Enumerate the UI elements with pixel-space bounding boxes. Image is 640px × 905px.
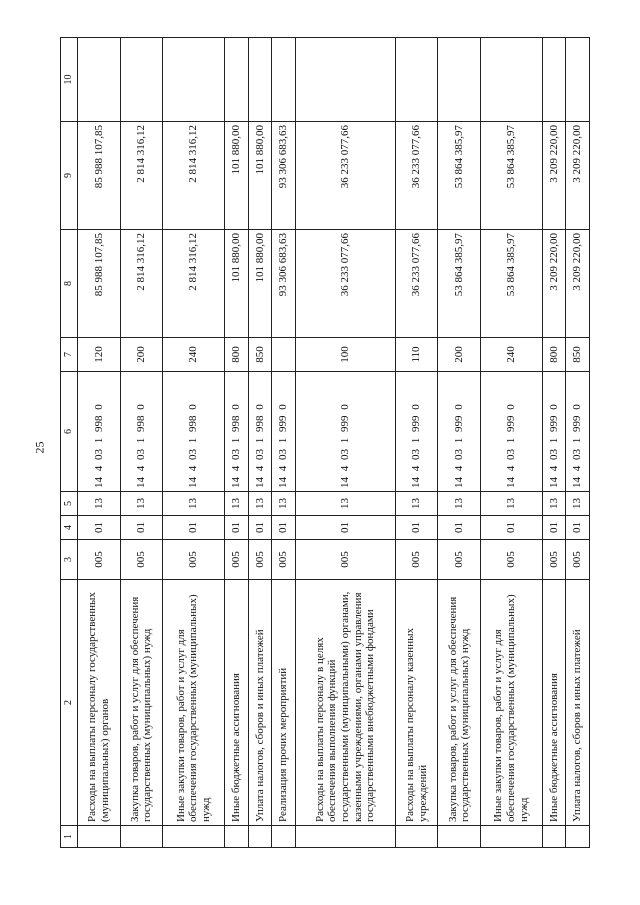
cell-admin-code: 005 [163,540,225,580]
cell-section: 01 [566,516,590,540]
cell-amount-approved: 36 233 077,66 [295,230,395,338]
cell-amount-executed: 53 864 385,97 [438,122,481,230]
header-row [61,38,78,848]
cell-amount-executed: 36 233 077,66 [295,122,395,230]
cell-name: Закупка товаров, работ и услуг для обеспечения государственных (муниципальных) нужд [438,580,481,826]
cell-expense-type: 200 [438,338,481,372]
cell-amount-executed: 2 814 316,12 [163,122,225,230]
cell-name: Иные закупки товаров, работ и услуг для обеспечения государственных (муниципальных) нужд [163,580,225,826]
cell-col-1 [120,826,163,848]
cell-expense-type: 800 [542,338,566,372]
header-col-3: 3 [61,540,78,580]
cell-col-1 [163,826,225,848]
cell-amount-executed: 53 864 385,97 [481,122,543,230]
cell-col-10 [542,38,566,122]
cell-name: Расходы на выплаты персоналу казенных учреждений [395,580,438,826]
cell-target-article: 14 4 03 1 999 0 [395,372,438,492]
cell-col-1 [566,826,590,848]
cell-target-article: 14 4 03 1 998 0 [248,372,272,492]
cell-subsection: 13 [395,492,438,516]
cell-target-article: 14 4 03 1 998 0 [120,372,163,492]
cell-admin-code: 005 [566,540,590,580]
cell-admin-code: 005 [481,540,543,580]
budget-table [60,37,590,848]
table-row [248,38,272,848]
cell-target-article: 14 4 03 1 999 0 [438,372,481,492]
cell-expense-type: 800 [225,338,249,372]
cell-col-10 [295,38,395,122]
cell-amount-executed: 3 209 220,00 [542,122,566,230]
cell-col-10 [438,38,481,122]
cell-name: Расходы на выплаты персоналу государственных (муниципальных) органов [78,580,121,826]
cell-section: 01 [481,516,543,540]
cell-amount-approved: 36 233 077,66 [395,230,438,338]
cell-target-article: 14 4 03 1 999 0 [566,372,590,492]
cell-col-10 [395,38,438,122]
cell-expense-type: 850 [248,338,272,372]
cell-col-10 [78,38,121,122]
cell-col-1 [438,826,481,848]
cell-amount-approved: 101 880,00 [225,230,249,338]
header-col-1: 1 [61,826,78,848]
cell-amount-executed: 3 209 220,00 [566,122,590,230]
cell-admin-code: 005 [438,540,481,580]
cell-expense-type: 240 [163,338,225,372]
cell-amount-approved: 3 209 220,00 [542,230,566,338]
cell-col-1 [272,826,296,848]
cell-name: Расходы на выплаты персоналу в целях обеспечения выполнения функций государственными (муниципальными) органами, казенными учреждениями, органами управления государственными внебюджетными фондами [295,580,395,826]
cell-target-article: 14 4 03 1 998 0 [163,372,225,492]
cell-admin-code: 005 [295,540,395,580]
cell-amount-executed: 93 306 683,63 [272,122,296,230]
cell-col-10 [566,38,590,122]
cell-target-article: 14 4 03 1 998 0 [225,372,249,492]
cell-amount-executed: 101 880,00 [225,122,249,230]
table-row [566,38,590,848]
header-col-5: 5 [61,492,78,516]
cell-col-10 [163,38,225,122]
table-row [438,38,481,848]
cell-target-article: 14 4 03 1 998 0 [78,372,121,492]
budget-table-region [60,38,590,848]
cell-name: Иные закупки товаров, работ и услуг для обеспечения государственных (муниципальных) нужд [481,580,543,826]
cell-section: 01 [248,516,272,540]
cell-target-article: 14 4 03 1 999 0 [542,372,566,492]
cell-amount-approved: 53 864 385,97 [438,230,481,338]
cell-admin-code: 005 [78,540,121,580]
cell-section: 01 [395,516,438,540]
cell-col-1 [78,826,121,848]
cell-subsection: 13 [78,492,121,516]
cell-subsection: 13 [566,492,590,516]
cell-subsection: 13 [248,492,272,516]
cell-expense-type: 240 [481,338,543,372]
cell-admin-code: 005 [542,540,566,580]
header-col-9: 9 [61,122,78,230]
cell-col-10 [225,38,249,122]
cell-subsection: 13 [163,492,225,516]
cell-subsection: 13 [542,492,566,516]
cell-expense-type: 120 [78,338,121,372]
cell-col-1 [542,826,566,848]
cell-name: Реализация прочих мероприятий [272,580,296,826]
cell-amount-approved: 85 988 107,85 [78,230,121,338]
table-row [120,38,163,848]
cell-target-article: 14 4 03 1 999 0 [295,372,395,492]
cell-subsection: 13 [120,492,163,516]
cell-expense-type [272,338,296,372]
cell-name: Иные бюджетные ассигнования [225,580,249,826]
cell-subsection: 13 [272,492,296,516]
cell-admin-code: 005 [120,540,163,580]
cell-col-1 [225,826,249,848]
cell-expense-type: 100 [295,338,395,372]
cell-amount-approved: 2 814 316,12 [120,230,163,338]
header-col-2: 2 [61,580,78,826]
cell-name: Уплата налогов, сборов и иных платежей [566,580,590,826]
cell-col-10 [481,38,543,122]
cell-amount-approved: 93 306 683,63 [272,230,296,338]
cell-col-1 [295,826,395,848]
header-col-4: 4 [61,516,78,540]
cell-expense-type: 110 [395,338,438,372]
cell-admin-code: 005 [272,540,296,580]
cell-amount-approved: 101 880,00 [248,230,272,338]
cell-col-10 [120,38,163,122]
cell-admin-code: 005 [225,540,249,580]
cell-subsection: 13 [481,492,543,516]
cell-name: Закупка товаров, работ и услуг для обеспечения государственных (муниципальных) нужд [120,580,163,826]
cell-section: 01 [438,516,481,540]
cell-name: Уплата налогов, сборов и иных платежей [248,580,272,826]
rotated-table-container [60,38,590,848]
table-row [272,38,296,848]
table-row [225,38,249,848]
cell-subsection: 13 [295,492,395,516]
header-col-6: 6 [61,372,78,492]
cell-amount-executed: 85 988 107,85 [78,122,121,230]
cell-expense-type: 200 [120,338,163,372]
cell-section: 01 [163,516,225,540]
cell-amount-approved: 3 209 220,00 [566,230,590,338]
cell-section: 01 [295,516,395,540]
cell-col-10 [248,38,272,122]
header-col-10: 10 [61,38,78,122]
cell-target-article: 14 4 03 1 999 0 [272,372,296,492]
cell-col-1 [395,826,438,848]
cell-amount-executed: 101 880,00 [248,122,272,230]
cell-amount-executed: 2 814 316,12 [120,122,163,230]
cell-admin-code: 005 [395,540,438,580]
table-body [78,38,590,848]
cell-expense-type: 850 [566,338,590,372]
cell-section: 01 [78,516,121,540]
cell-col-10 [272,38,296,122]
cell-amount-approved: 2 814 316,12 [163,230,225,338]
cell-section: 01 [225,516,249,540]
table-row [78,38,121,848]
cell-section: 01 [120,516,163,540]
header-col-7: 7 [61,338,78,372]
cell-col-1 [481,826,543,848]
cell-section: 01 [272,516,296,540]
cell-col-1 [248,826,272,848]
cell-subsection: 13 [225,492,249,516]
table-row [542,38,566,848]
cell-section: 01 [542,516,566,540]
cell-name: Иные бюджетные ассигнования [542,580,566,826]
header-col-8: 8 [61,230,78,338]
table-row [295,38,395,848]
cell-amount-approved: 53 864 385,97 [481,230,543,338]
cell-subsection: 13 [438,492,481,516]
table-row [395,38,438,848]
table-row [163,38,225,848]
cell-target-article: 14 4 03 1 999 0 [481,372,543,492]
cell-amount-executed: 36 233 077,66 [395,122,438,230]
table-row [481,38,543,848]
cell-admin-code: 005 [248,540,272,580]
page-number: 25 [32,441,47,454]
